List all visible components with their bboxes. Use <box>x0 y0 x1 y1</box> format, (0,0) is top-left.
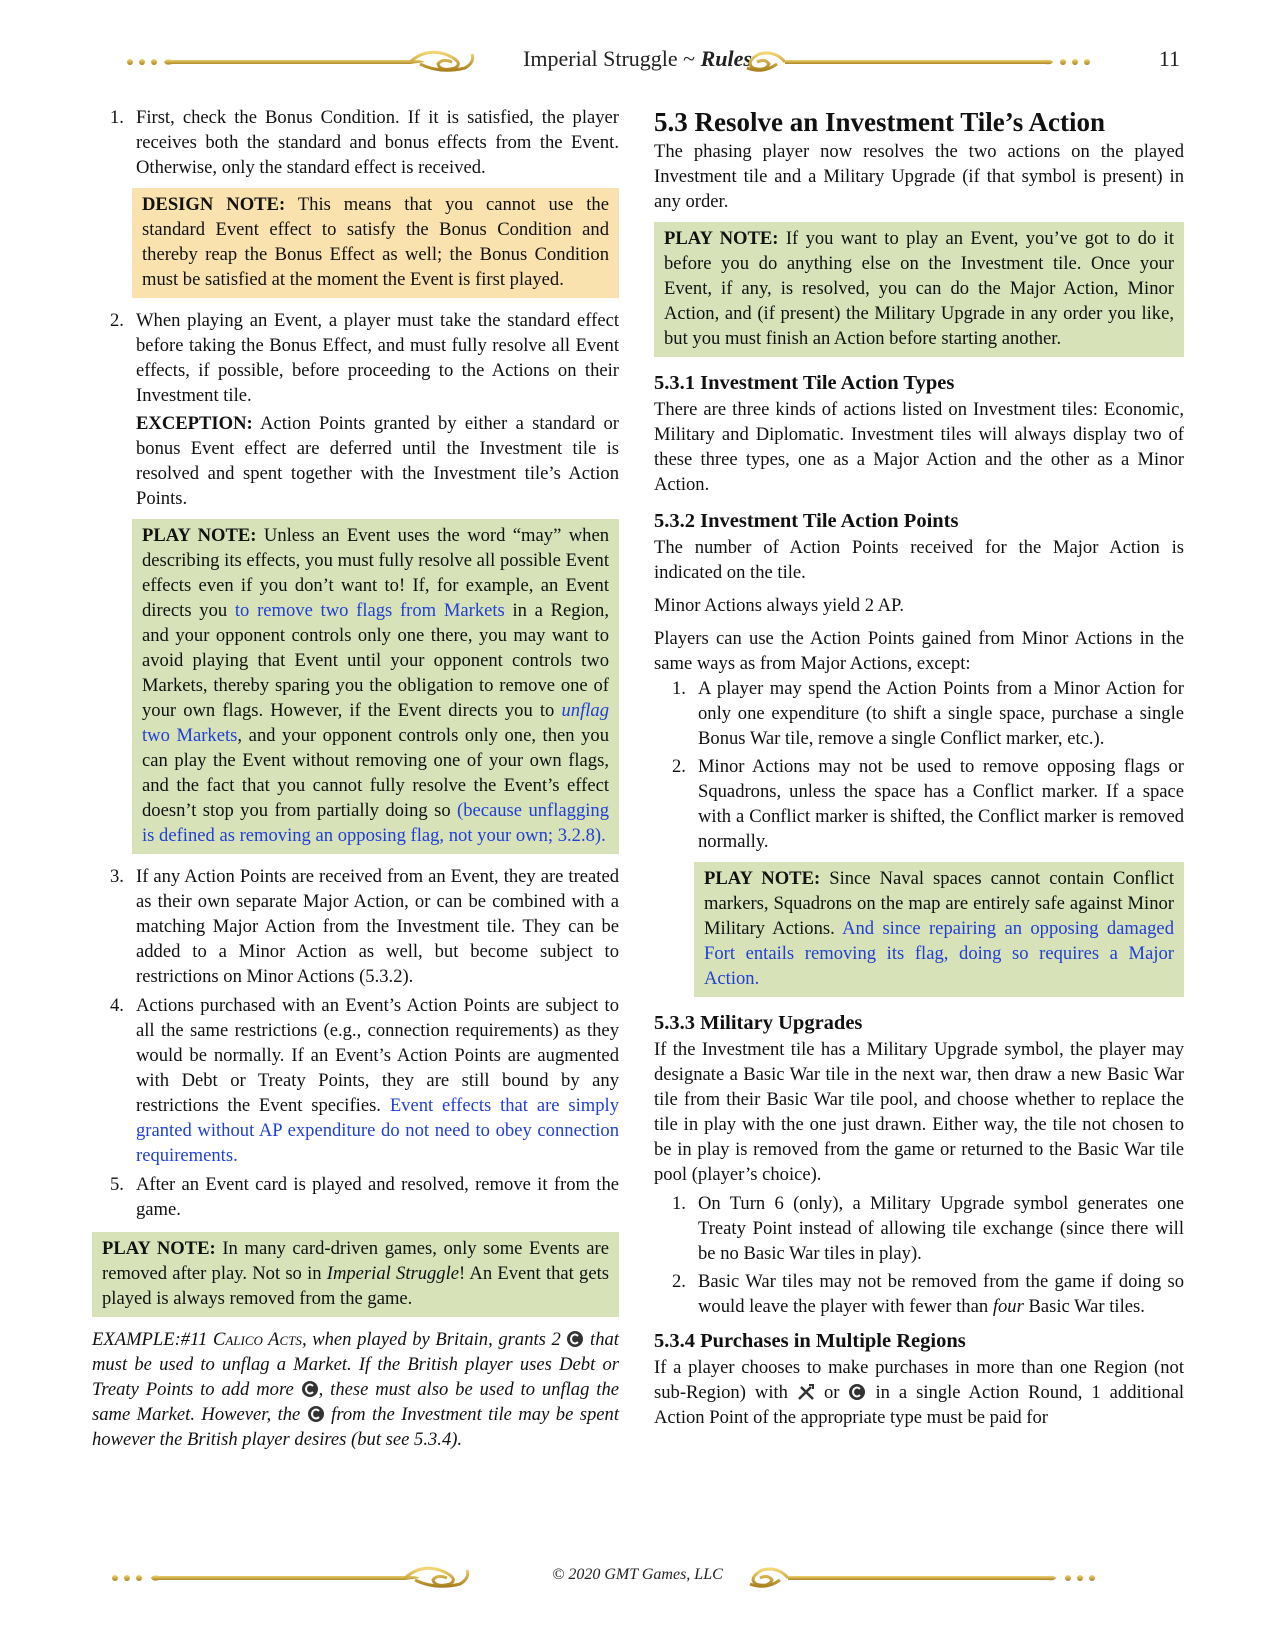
economic-ap-icon <box>301 1380 319 1398</box>
list-item: 2. Minor Actions may not be used to remove opposing flags or Squadrons, unless the space has a Conflict marker. If a space with a Conflict marker is shifted, the Conflict marker is removed normally. <box>672 756 1184 852</box>
list-item: 4. Actions purchased with an Event’s Action Points are subject to all the same restrictions (e.g., connection requirements) as they would be normally. If an Event’s Action Points are augmented with Debt or Treaty Points, they are still bound by any restrictions the Event specifies. Event effects that are simply granted without AP expenditure do not need to obey connection requirements. <box>110 995 619 1166</box>
list-item: 1. A player may spend the Action Points from a Minor Action for only one expenditure (to shift a single space, purchase a single Bonus War tile, remove a single Conflict marker, etc.). <box>672 678 1184 749</box>
paragraph: Players can use the Action Points gained from Minor Actions in the same ways as from Major Actions, except: <box>654 628 1184 674</box>
play-note: PLAY NOTE: In many card-driven games, only some Events are removed after play. Not so in Imperial Struggle! An Event that gets played is always removed from the game. <box>92 1232 619 1317</box>
subsection-heading: 5.3.2 Investment Tile Action Points <box>654 510 959 532</box>
economic-ap-icon <box>848 1383 866 1401</box>
right-column <box>654 105 1184 1430</box>
left-column <box>92 105 619 1452</box>
page-header <box>0 38 1275 82</box>
example-text: EXAMPLE:#11 Calico Acts, when played by Britain, grants 2 that must be used to unflag a Market. If the British player uses Debt or Treaty Points to add more , these must also be used to unflag the same Market. However, the from the Investment tile may be spent however the British player desires (but see 5.3.4). <box>92 1329 619 1450</box>
paragraph: There are three kinds of actions listed on Investment tiles: Economic, Military and Diplomatic. Investment tiles will always display two of these three types, one as a Major Action and the other as a Minor Action. <box>654 399 1184 495</box>
economic-ap-icon <box>566 1330 584 1348</box>
subsection-heading: 5.3.3 Military Upgrades <box>654 1012 863 1034</box>
play-note: PLAY NOTE: Unless an Event uses the word “may” when describing its effects, you must fully resolve all possible Event effects even if you don’t want to! If, for example, an Event directs you to remove two flags from Markets in a Region, and your opponent controls only one there, you may want to avoid playing that Event until your opponent controls two Markets, thereby sparing you the obligation to remove one of your own flags. However, if the Event directs you to unflag two Markets, and your opponent controls only one, then you can play the Event without removing one of your own flags, and the fact that you cannot fully resolve the Event’s effect doesn’t stop you from partially doing so (because unflagging is defined as removing an opposing flag, not your own; 3.2.8). <box>132 519 619 854</box>
subsection-heading: 5.3.1 Investment Tile Action Types <box>654 372 955 394</box>
running-title: Imperial Struggle ~ Rules <box>523 46 752 71</box>
list-item: 3. If any Action Points are received from an Event, they are treated as their own separate Major Action, or can be combined with a matching Major Action from the Investment tile. They can be added to a Minor Action as well, but become subject to restrictions on Minor Actions (5.3.2). <box>110 866 619 987</box>
footer-ornament-right <box>728 1558 1108 1594</box>
military-ap-icon <box>797 1383 815 1401</box>
list-item: 5. After an Event card is played and resolved, remove it from the game. <box>110 1174 619 1220</box>
list-item: 2. Basic War tiles may not be removed from the game if doing so would leave the player with fewer than four Basic War tiles. <box>672 1271 1184 1317</box>
list-item: 2. When playing an Event, a player must take the standard effect before taking the Bonus Effect, and must fully resolve all Event effects, if possible, before proceeding to the Actions on their Investment tile. EXCEPTION: Action Points granted by either a standard or bonus Event effect are deferred until the Investment tile is resolved and spent together with the Investment tile’s Action Points. <box>110 310 619 509</box>
list-item: 1. First, check the Bonus Condition. If it is satisfied, the player receives both the standard and bonus effects from the Event. Otherwise, only the standard effect is received. <box>110 107 619 178</box>
economic-ap-icon <box>307 1405 325 1423</box>
section-heading: 5.3 Resolve an Investment Tile’s Action <box>654 107 1105 137</box>
exception-note: EXCEPTION: Action Points granted by either a standard or bonus Event effect are deferred until the Investment tile is resolved and spent together with the Investment tile’s Action Points. <box>136 413 619 509</box>
paragraph: Minor Actions always yield 2 AP. <box>654 595 904 616</box>
subsection-heading: 5.3.4 Purchases in Multiple Regions <box>654 1330 966 1352</box>
page-number: 11 <box>1158 46 1180 71</box>
paragraph: The number of Action Points received for the Major Action is indicated on the tile. <box>654 537 1184 583</box>
header-ornament-right <box>745 42 1095 78</box>
paragraph: The phasing player now resolves the two actions on the played Investment tile and a Military Upgrade (if that symbol is present) in any order. <box>654 141 1184 212</box>
play-note: PLAY NOTE: Since Naval spaces cannot contain Conflict markers, Squadrons on the map are entirely safe against Minor Military Actions. And since repairing an opposing damaged Fort entails removing its flag, doing so requires a Major Action. <box>694 862 1184 997</box>
paragraph: If the Investment tile has a Military Upgrade symbol, the player may designate a Basic War tile in the next war, then draw a new Basic War tile from their Basic War tile pool, and choose whether to replace the tile in play with the one just drawn. Either way, the tile not chosen to be in play is removed from the game or returned to the Basic War tile pool (player’s choice). <box>654 1039 1184 1185</box>
play-note: PLAY NOTE: If you want to play an Event, you’ve got to do it before you do anything else on the Investment tile. Once your Event, if any, is resolved, you can do the Major Action, Minor Action, and (if present) the Military Upgrade in any order you like, but you must finish an Action before starting another. <box>654 222 1184 357</box>
design-note: DESIGN NOTE: This means that you cannot use the standard Event effect to satisfy the Bonus Condition and thereby reap the Bonus Effect as well; the Bonus Condition must be satisfied at the moment the Event is first played. <box>132 188 619 298</box>
list-item: 1. On Turn 6 (only), a Military Upgrade symbol generates one Treaty Point instead of allowing tile exchange (since there will be no Basic War tiles in play). <box>672 1193 1184 1264</box>
page-footer <box>0 1554 1275 1598</box>
paragraph: If a player chooses to make purchases in more than one Region (not sub-Region) with or in a single Action Round, 1 additional Action Point of the appropriate type must be paid for <box>654 1357 1184 1428</box>
copyright: © 2020 GMT Games, LLC <box>552 1566 723 1583</box>
